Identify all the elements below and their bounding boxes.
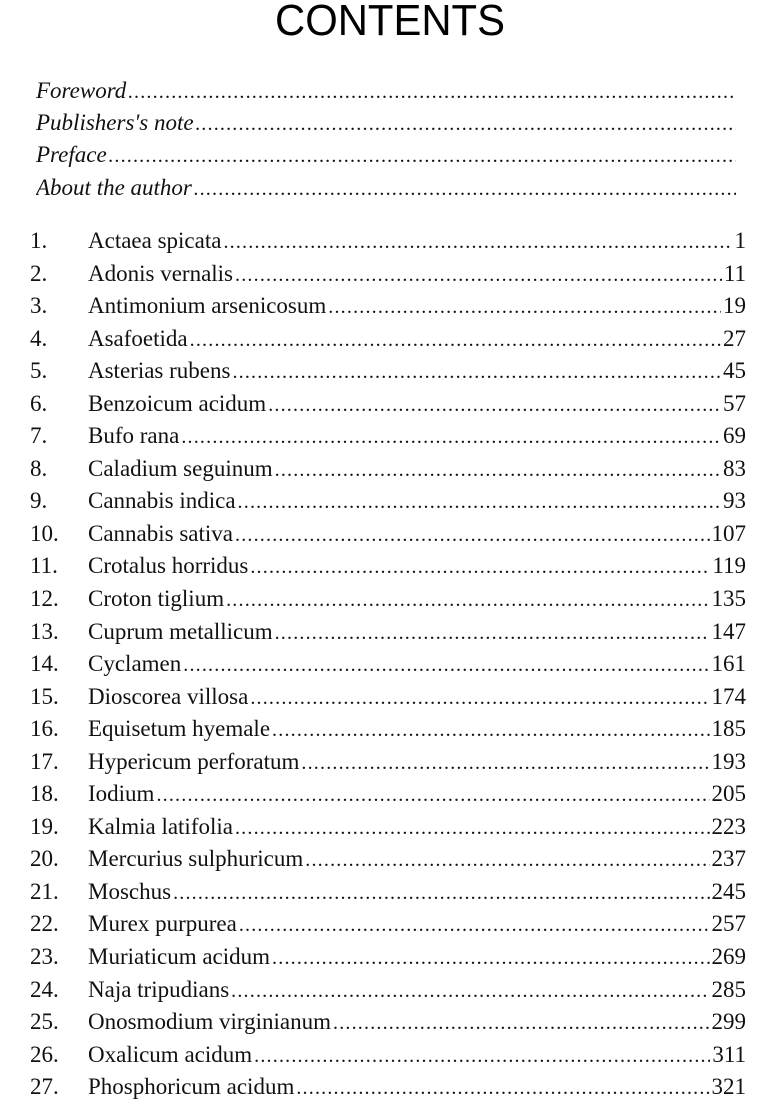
entry-page-number: 119	[712, 553, 746, 579]
entry-number: 24.	[30, 976, 59, 1002]
toc-entry[interactable]	[30, 261, 746, 294]
entry-page-number: 93	[723, 488, 746, 514]
front-matter-label: Preface	[36, 142, 107, 168]
page-title: CONTENTS	[275, 0, 505, 45]
entry-name: Moschus	[88, 878, 172, 904]
dot-leader	[272, 947, 709, 970]
dot-leader	[250, 687, 709, 710]
entry-page-number: 1	[734, 228, 746, 253]
entry-page-number: 45	[723, 358, 746, 384]
entry-name: Cuprum metallicum	[88, 618, 273, 644]
entry-name: Crotalus horridus	[88, 553, 249, 579]
entry-page-number: 69	[723, 423, 746, 449]
toc-entry[interactable]	[30, 781, 746, 814]
entry-number: 25.	[30, 1009, 59, 1035]
entry-name: Cannabis indica	[88, 488, 236, 514]
toc-entry[interactable]	[30, 749, 746, 782]
toc-entry[interactable]	[30, 553, 746, 586]
entry-page-number: 185	[711, 716, 746, 742]
entry-page-number: 11	[723, 260, 746, 286]
toc-entry[interactable]	[30, 846, 746, 879]
toc-entry[interactable]	[30, 879, 746, 912]
dot-leader	[301, 752, 709, 775]
toc-entry[interactable]	[30, 488, 746, 521]
entry-page-number: 311	[712, 1041, 746, 1067]
entry-page-number: 299	[711, 1009, 746, 1035]
toc-entry[interactable]	[30, 716, 746, 749]
toc-entry[interactable]	[30, 456, 746, 489]
entry-number: 4.	[30, 325, 48, 351]
entry-page-number: 321	[711, 1074, 746, 1100]
toc-entry[interactable]	[30, 1074, 746, 1107]
entry-name: Cannabis sativa	[88, 520, 233, 546]
entry-name: Antimonium arsenicosum	[88, 293, 327, 319]
toc-entry[interactable]	[30, 944, 746, 977]
entry-number: 5.	[30, 358, 48, 384]
contents-list	[30, 228, 746, 1107]
dot-leader	[181, 426, 721, 449]
entry-page-number: 57	[723, 390, 746, 416]
entry-number: 1.	[30, 228, 48, 253]
toc-entry[interactable]	[30, 521, 746, 554]
entry-name: Croton tiglium	[88, 586, 225, 612]
entry-name: Adonis vernalis	[88, 260, 234, 286]
entry-number: 23.	[30, 944, 59, 970]
entry-page-number: 245	[711, 878, 746, 904]
entry-name: Asterias rubens	[88, 358, 231, 384]
toc-entry[interactable]	[30, 684, 746, 717]
entry-number: 3.	[30, 293, 48, 319]
entry-number: 2.	[30, 260, 48, 286]
front-matter-label: Foreword	[36, 78, 127, 103]
front-matter-label: Publishers's note	[36, 110, 194, 136]
entry-name: Mercurius sulphuricum	[88, 846, 304, 872]
toc-entry[interactable]	[30, 326, 746, 359]
entry-number: 26.	[30, 1041, 59, 1067]
dot-leader	[238, 491, 721, 514]
entry-name: Murex purpurea	[88, 911, 237, 937]
dot-leader	[226, 589, 709, 612]
entry-number: 7.	[30, 423, 48, 449]
entry-number: 13.	[30, 618, 59, 644]
entry-number: 22.	[30, 911, 59, 937]
entry-name: Hypericum perforatum	[88, 748, 300, 774]
dot-leader	[328, 296, 721, 319]
entry-name: Asafoetida	[88, 325, 188, 351]
entry-number: 27.	[30, 1074, 59, 1100]
entry-page-number: 107	[711, 520, 746, 546]
entry-page-number: 257	[711, 911, 746, 937]
dot-leader	[190, 329, 721, 352]
entry-name: Equisetum hyemale	[88, 716, 271, 742]
front-matter-label: About the author	[36, 174, 192, 200]
dot-leader	[235, 817, 710, 840]
dot-leader	[254, 1045, 710, 1068]
entry-page-number: 193	[711, 748, 746, 774]
dot-leader	[272, 719, 709, 742]
entry-number: 18.	[30, 781, 59, 807]
toc-entry[interactable]	[30, 391, 746, 424]
entry-name: Oxalicum acidum	[88, 1041, 253, 1067]
entry-page-number: 135	[711, 586, 746, 612]
entry-name: Actaea spicata	[88, 228, 222, 253]
front-matter-item[interactable]	[36, 175, 738, 207]
entry-page-number: 19	[723, 293, 746, 319]
entry-number: 16.	[30, 716, 59, 742]
toc-entry[interactable]	[30, 358, 746, 391]
toc-entry[interactable]	[30, 228, 746, 261]
entry-name: Kalmia latifolia	[88, 813, 233, 839]
entry-name: Naja tripudians	[88, 976, 230, 1002]
entry-name: Muriaticum acidum	[88, 944, 271, 970]
entry-number: 21.	[30, 878, 59, 904]
dot-leader	[183, 654, 709, 677]
dot-leader	[156, 784, 709, 807]
entry-number: 11.	[30, 553, 58, 579]
dot-leader	[305, 849, 709, 872]
entry-name: Dioscorea villosa	[88, 683, 249, 709]
entry-name: Iodium	[88, 781, 155, 807]
entry-page-number: 83	[723, 455, 746, 481]
entry-name: Benzoicum acidum	[88, 390, 267, 416]
dot-leader	[109, 145, 736, 168]
entry-page-number: 27	[723, 325, 746, 351]
front-matter-item[interactable]	[36, 110, 738, 142]
dot-leader	[235, 264, 722, 287]
dot-leader	[235, 524, 710, 547]
dot-leader	[239, 914, 710, 937]
dot-leader	[333, 1012, 710, 1035]
toc-entry[interactable]	[30, 1042, 746, 1075]
entry-page-number: 237	[711, 846, 746, 872]
entry-page-number: 147	[711, 618, 746, 644]
entry-number: 14.	[30, 651, 59, 677]
dot-leader	[231, 980, 709, 1003]
toc-entry[interactable]	[30, 814, 746, 847]
dot-leader	[275, 459, 721, 482]
toc-entry[interactable]	[30, 651, 746, 684]
dot-leader	[250, 556, 710, 579]
entry-number: 17.	[30, 748, 59, 774]
entry-page-number: 285	[711, 976, 746, 1002]
entry-number: 20.	[30, 846, 59, 872]
dot-leader	[296, 1077, 709, 1100]
toc-entry[interactable]	[30, 619, 746, 652]
dot-leader	[128, 81, 736, 104]
dot-leader	[275, 622, 710, 645]
dot-leader	[194, 178, 736, 201]
entry-page-number: 223	[711, 813, 746, 839]
dot-leader	[173, 882, 709, 905]
entry-number: 15.	[30, 683, 59, 709]
entry-name: Cyclamen	[88, 651, 182, 677]
entry-number: 6.	[30, 390, 48, 416]
front-matter-list	[36, 78, 738, 207]
toc-entry[interactable]	[30, 977, 746, 1010]
entry-number: 8.	[30, 455, 48, 481]
dot-leader	[268, 394, 721, 417]
entry-page-number: 174	[711, 683, 746, 709]
front-matter-item[interactable]	[36, 78, 738, 110]
toc-entry[interactable]	[30, 1009, 746, 1042]
entry-page-number: 205	[711, 781, 746, 807]
entry-name: Bufo rana	[88, 423, 180, 449]
entry-name: Caladium seguinum	[88, 455, 273, 481]
toc-entry[interactable]	[30, 423, 746, 456]
dot-leader	[232, 361, 721, 384]
toc-entry[interactable]	[30, 293, 746, 326]
toc-entry[interactable]	[30, 586, 746, 619]
entry-number: 9.	[30, 488, 48, 514]
dot-leader	[196, 113, 736, 136]
entry-page-number: 161	[711, 651, 746, 677]
toc-entry[interactable]	[30, 911, 746, 944]
entry-number: 10.	[30, 520, 59, 546]
entry-number: 12.	[30, 586, 59, 612]
entry-name: Onosmodium virginianum	[88, 1009, 331, 1035]
dot-leader	[223, 231, 732, 254]
entry-number: 19.	[30, 813, 59, 839]
front-matter-item[interactable]	[36, 142, 738, 174]
entry-page-number: 269	[711, 944, 746, 970]
entry-name: Phosphoricum acidum	[88, 1074, 295, 1100]
